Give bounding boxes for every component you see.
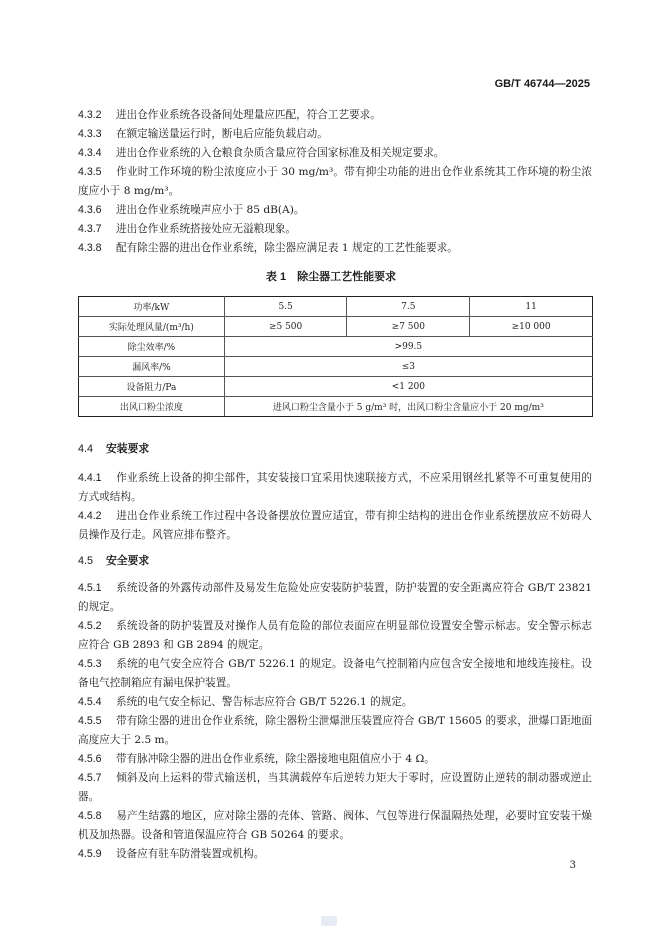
clause-number: 4.3.8 (78, 242, 102, 254)
clause-4-5-4 (78, 693, 592, 712)
table-row (79, 317, 593, 337)
clause-4-3-2 (78, 106, 592, 125)
row-label: 漏风率/% (79, 357, 225, 377)
clause-number: 4.5.2 (78, 620, 102, 632)
table-cell: 5.5 (224, 297, 347, 317)
row-label: 除尘效率/% (79, 337, 225, 357)
section-number: 4.4 (78, 443, 94, 455)
clause-number: 4.5.6 (78, 753, 102, 765)
clause-number: 4.5.5 (78, 715, 102, 727)
clause-text: 带有除尘器的进出仓作业系统，除尘器粉尘泄爆泄压装置应符合 GB/T 15605 的要求，泄爆口距地面高度应大于 2.5 m。 (78, 715, 592, 746)
clause-text: 系统设备的外露传动部件及易发生危险处应安装防护装置，防护装置的安全距离应符合 GB/T 23821 的规定。 (78, 582, 592, 613)
row-label: 设备阻力/Pa (79, 377, 225, 397)
clause-text: 设备应有驻车防滑装置或机构。 (116, 848, 265, 860)
section-number: 4.5 (78, 555, 94, 567)
clause-4-4-2 (78, 507, 592, 545)
clause-text: 带有脉冲除尘器的进出仓作业系统，除尘器接地电阻值应小于 4 Ω。 (116, 753, 435, 765)
clause-number: 4.5.7 (78, 772, 102, 784)
clause-number: 4.3.5 (78, 166, 102, 178)
table-cell: ≤3 (224, 357, 592, 377)
clause-number: 4.4.1 (78, 472, 102, 484)
row-label: 功率/kW (79, 297, 225, 317)
clause-text: 进出仓作业系统各设备间处理量应匹配，符合工艺要求。 (116, 109, 381, 121)
clause-4-3-5 (78, 163, 592, 201)
clause-4-5-9 (78, 845, 592, 864)
clause-4-5-5 (78, 712, 592, 750)
clause-text: 系统的电气安全标记、警告标志应符合 GB/T 5226.1 的规定。 (116, 696, 413, 708)
clause-4-5-3 (78, 655, 592, 693)
clause-number: 4.5.1 (78, 582, 102, 594)
clause-text: 进出仓作业系统工作过程中各设备摆放位置应适宜，带有抑尘结构的进出仓作业系统摆放应不妨碍人员操作及行走。风管应排布整齐。 (78, 510, 592, 541)
section-title: 安装要求 (106, 443, 150, 455)
clause-text: 系统的电气安全应符合 GB/T 5226.1 的规定。设备电气控制箱内应包含安全接地和地线连接柱。设备电气控制箱应有漏电保护装置。 (78, 658, 592, 689)
table-row (79, 397, 593, 417)
clause-text: 作业系统上设备的抑尘部件，其安装接口宜采用快速联接方式，不应采用钢丝扎紧等不可重复使用的方式或结构。 (78, 472, 592, 503)
table-row (79, 377, 593, 397)
clause-text: 进出仓作业系统噪声应小于 85 dB(A)。 (116, 204, 305, 216)
clause-4-5-6 (78, 750, 592, 769)
clause-number: 4.5.4 (78, 696, 102, 708)
clause-text: 作业时工作环境的粉尘浓度应小于 30 mg/m³。带有抑尘功能的进出仓作业系统其工作环境的粉尘浓度应小于 8 mg/m³。 (78, 166, 592, 197)
clause-number: 4.5.9 (78, 848, 102, 860)
clause-4-4-1 (78, 469, 592, 507)
section-heading-4-5 (78, 553, 149, 568)
standard-code: GB/T 46744—2025 (494, 78, 590, 90)
section-heading-4-4 (78, 441, 149, 456)
clause-number: 4.3.3 (78, 128, 102, 140)
clause-number: 4.3.6 (78, 204, 102, 216)
table-row (79, 297, 593, 317)
dust-collector-table (78, 296, 593, 417)
table-cell: ≥10 000 (470, 317, 593, 337)
clause-text: 易产生结露的地区，应对除尘器的壳体、管路、阀体、气包等进行保温隔热处理，必要时宜安装干燥机及加热器。设备和管道保温应符合 GB 50264 的要求。 (78, 810, 592, 841)
clause-4-3-3 (78, 125, 592, 144)
clause-text: 在额定输送量运行时，断电后应能负载启动。 (116, 128, 328, 140)
table-cell: >99.5 (224, 337, 592, 357)
clause-4-3-6 (78, 201, 592, 220)
watermark-logo (321, 916, 337, 926)
page-number: 3 (569, 860, 576, 871)
clause-text: 配有除尘器的进出仓作业系统，除尘器应满足表 1 规定的工艺性能要求。 (116, 242, 458, 254)
clause-number: 4.4.2 (78, 510, 102, 522)
table-cell: <1 200 (224, 377, 592, 397)
clause-4-5-7 (78, 769, 592, 807)
clause-4-3-8 (78, 239, 592, 258)
table-row (79, 357, 593, 377)
clause-text: 进出仓作业系统搭接处应无溢粮现象。 (116, 223, 297, 235)
clause-number: 4.3.2 (78, 109, 102, 121)
row-label: 实际处理风量/(m³/h) (79, 317, 225, 337)
table-cell: ≥7 500 (347, 317, 470, 337)
clause-4-5-2 (78, 617, 592, 655)
clause-number: 4.3.4 (78, 147, 102, 159)
clause-text: 系统设备的防护装置及对操作人员有危险的部位表面应在明显部位设置安全警示标志。安全警示标志应符合 GB 2893 和 GB 2894 的规定。 (78, 620, 592, 651)
section-title: 安全要求 (106, 555, 150, 567)
table-cell: ≥5 500 (224, 317, 347, 337)
table-title: 表 1 除尘器工艺性能要求 (265, 271, 397, 283)
clause-text: 进出仓作业系统的入仓粮食杂质含量应符合国家标准及相关规定要求。 (116, 147, 445, 159)
clause-4-3-7 (78, 220, 592, 239)
row-label: 出风口粉尘浓度 (79, 397, 225, 417)
clause-number: 4.3.7 (78, 223, 102, 235)
clause-text: 倾斜及向上运料的带式输送机，当其满载停车后逆转力矩大于零时，应设置防止逆转的制动器或逆止器。 (78, 772, 592, 803)
table-row (79, 337, 593, 357)
table-cell: 7.5 (347, 297, 470, 317)
table-cell: 进风口粉尘含量小于 5 g/m³ 时，出风口粉尘含量应小于 20 mg/m³ (224, 397, 592, 417)
table-cell: 11 (470, 297, 593, 317)
clause-4-5-1 (78, 579, 592, 617)
clause-number: 4.5.3 (78, 658, 102, 670)
clause-4-3-4 (78, 144, 592, 163)
clause-4-5-8 (78, 807, 592, 845)
clause-number: 4.5.8 (78, 810, 102, 822)
